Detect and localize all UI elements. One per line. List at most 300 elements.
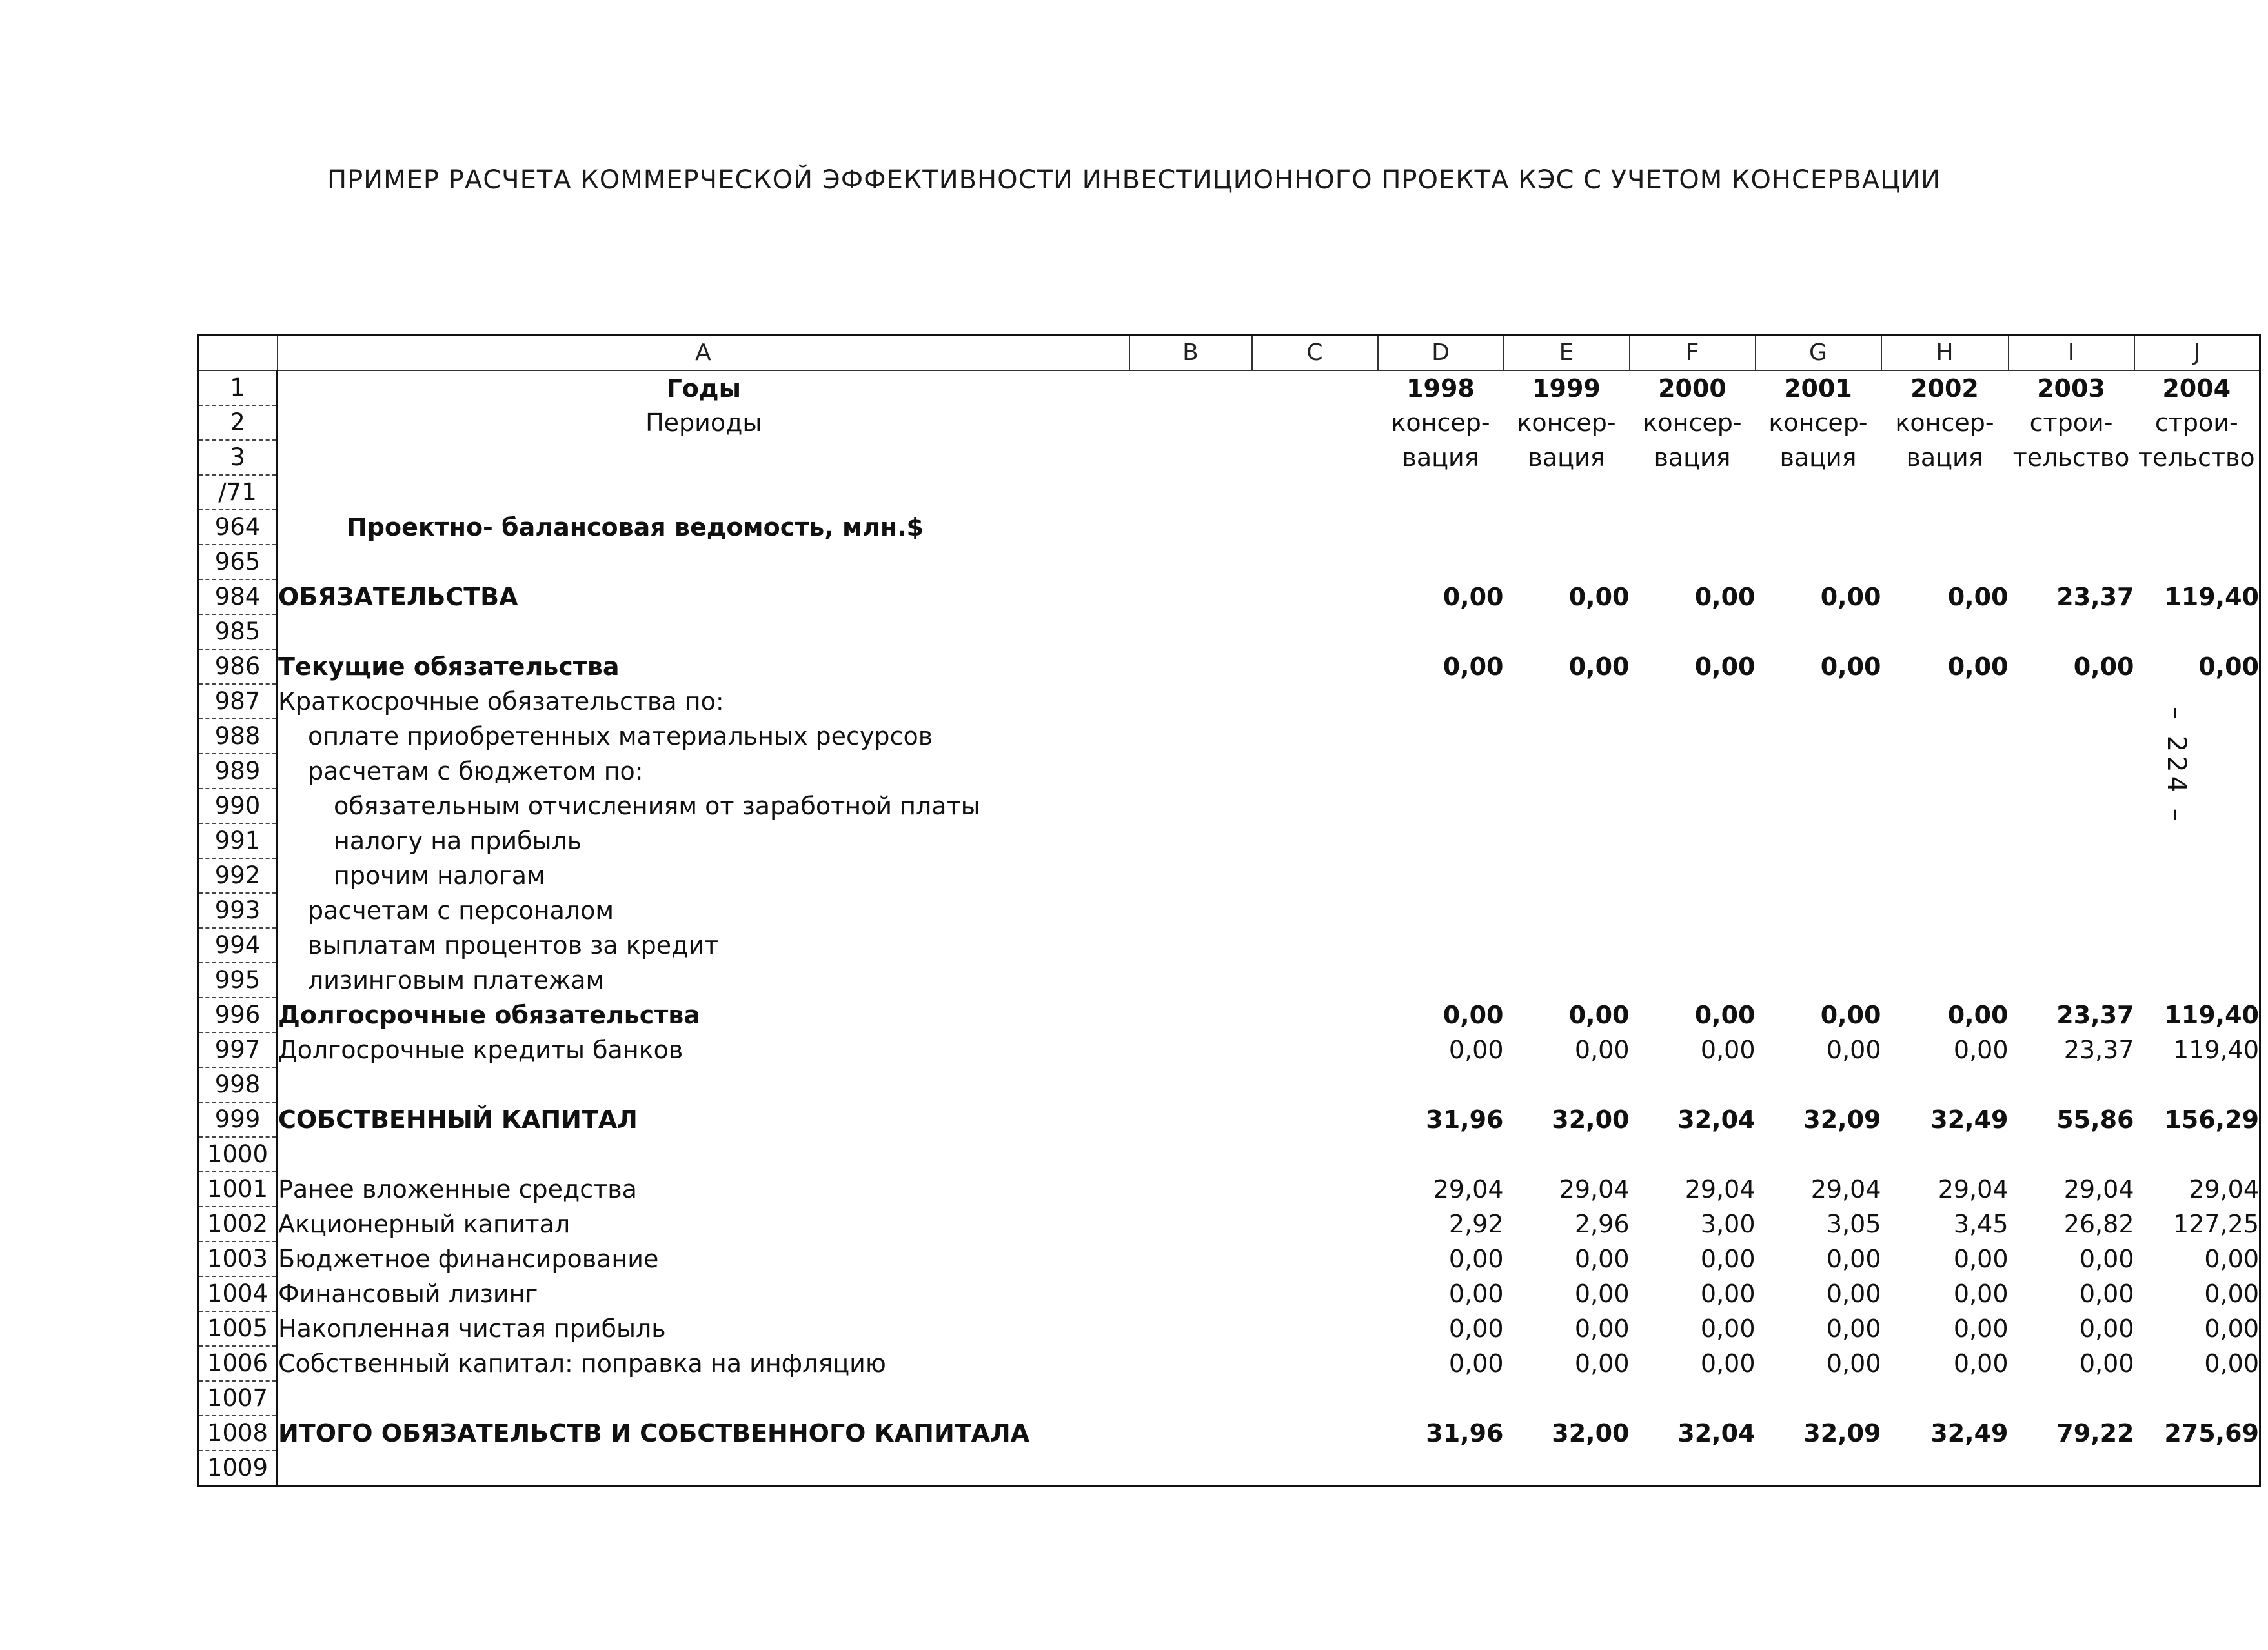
- table-cell[interactable]: [1252, 370, 1378, 405]
- value-cell[interactable]: 0,00: [2079, 1280, 2134, 1308]
- value-cell[interactable]: 119,40: [2164, 1001, 2259, 1029]
- row-number[interactable]: 3: [198, 440, 278, 475]
- value-cell[interactable]: [1881, 963, 2009, 998]
- value-cell[interactable]: [2134, 1067, 2260, 1102]
- value-cell[interactable]: 0,00: [1826, 1245, 1881, 1273]
- row-label[interactable]: [278, 1067, 1378, 1102]
- value-cell[interactable]: 32,04: [1677, 1105, 1756, 1134]
- value-cell[interactable]: [1504, 858, 1630, 893]
- value-cell[interactable]: 0,00: [1448, 1314, 1504, 1343]
- value-cell[interactable]: 23,37: [2056, 583, 2134, 611]
- value-cell[interactable]: [1756, 963, 1881, 998]
- value-cell[interactable]: 29,04: [1685, 1175, 1756, 1203]
- row-number[interactable]: 991: [198, 823, 278, 858]
- value-cell[interactable]: 23,37: [2056, 1001, 2134, 1029]
- value-cell[interactable]: 0,00: [1448, 1349, 1504, 1378]
- value-cell[interactable]: [2134, 823, 2260, 858]
- row-number[interactable]: 1009: [198, 1451, 278, 1486]
- value-cell[interactable]: 55,86: [2056, 1105, 2134, 1134]
- value-cell[interactable]: [1630, 963, 1756, 998]
- value-cell[interactable]: 156,29: [2164, 1105, 2259, 1134]
- table-cell[interactable]: [1378, 475, 1504, 510]
- value-cell[interactable]: 0,00: [1568, 1001, 1630, 1029]
- value-cell[interactable]: 0,00: [1574, 1314, 1630, 1343]
- row-number[interactable]: 964: [198, 510, 278, 545]
- value-cell[interactable]: 0,00: [2079, 1349, 2134, 1378]
- value-cell[interactable]: 0,00: [1574, 1280, 1630, 1308]
- year-header: 2003: [2037, 374, 2105, 403]
- value-cell[interactable]: 0,00: [1820, 652, 1881, 681]
- value-cell[interactable]: 275,69: [2164, 1419, 2259, 1447]
- row-number[interactable]: 1005: [198, 1311, 278, 1346]
- value-cell[interactable]: [2134, 754, 2260, 789]
- table-row: [198, 1451, 2260, 1486]
- value-cell[interactable]: [1881, 545, 2009, 579]
- column-header[interactable]: A: [278, 336, 1129, 371]
- value-cell[interactable]: [2134, 963, 2260, 998]
- value-cell[interactable]: [1630, 1137, 1756, 1172]
- row-label[interactable]: [278, 1381, 1378, 1416]
- value-cell[interactable]: [1378, 614, 1504, 649]
- row-label[interactable]: [278, 545, 1378, 579]
- row-number[interactable]: 1003: [198, 1242, 278, 1276]
- row-label[interactable]: Финансовый лизинг: [278, 1280, 538, 1308]
- value-cell[interactable]: [1881, 719, 2009, 754]
- value-cell[interactable]: [2134, 684, 2260, 719]
- column-header[interactable]: C: [1252, 336, 1378, 371]
- value-cell[interactable]: 0,00: [1947, 652, 2009, 681]
- value-cell[interactable]: [1630, 545, 1756, 579]
- value-cell[interactable]: [2009, 963, 2134, 998]
- value-cell[interactable]: 0,00: [1700, 1280, 1756, 1308]
- period-header: вация: [1528, 443, 1605, 472]
- value-cell[interactable]: 0,00: [1826, 1314, 1881, 1343]
- column-header[interactable]: D: [1378, 336, 1504, 371]
- value-cell[interactable]: [1881, 614, 2009, 649]
- value-cell[interactable]: 0,00: [1448, 1245, 1504, 1273]
- table-cell[interactable]: [1129, 475, 1252, 510]
- value-cell[interactable]: [1630, 823, 1756, 858]
- value-cell[interactable]: [1881, 1451, 2009, 1486]
- row-number[interactable]: 1004: [198, 1276, 278, 1311]
- value-cell[interactable]: [1504, 614, 1630, 649]
- value-cell[interactable]: [1756, 754, 1881, 789]
- row-number[interactable]: /71: [198, 475, 278, 510]
- table-cell[interactable]: [2134, 475, 2260, 510]
- value-cell[interactable]: [1881, 823, 2009, 858]
- value-cell[interactable]: 0,00: [1953, 1349, 2009, 1378]
- corner-cell[interactable]: [198, 336, 278, 371]
- row-label[interactable]: Текущие обязательства: [278, 652, 620, 681]
- value-cell[interactable]: [1504, 789, 1630, 823]
- value-cell[interactable]: [2134, 614, 2260, 649]
- value-cell[interactable]: 0,00: [1953, 1245, 2009, 1273]
- value-cell[interactable]: [1756, 858, 1881, 893]
- value-cell[interactable]: [1504, 1381, 1630, 1416]
- row-number[interactable]: 1006: [198, 1346, 278, 1381]
- value-cell[interactable]: [1378, 963, 1504, 998]
- value-cell[interactable]: 29,04: [1559, 1175, 1630, 1203]
- value-cell[interactable]: [1756, 1137, 1881, 1172]
- value-cell[interactable]: [1378, 893, 1504, 928]
- value-cell[interactable]: [1756, 1381, 1881, 1416]
- value-cell[interactable]: 0,00: [2204, 1314, 2259, 1343]
- value-cell[interactable]: [1504, 893, 1630, 928]
- row-number[interactable]: 987: [198, 684, 278, 719]
- value-cell[interactable]: 119,40: [2173, 1036, 2259, 1064]
- period-header: вация: [1906, 443, 1983, 472]
- value-cell[interactable]: [2134, 858, 2260, 893]
- column-header[interactable]: B: [1129, 336, 1252, 371]
- row-number[interactable]: 990: [198, 789, 278, 823]
- value-cell[interactable]: [1881, 789, 2009, 823]
- value-cell[interactable]: [2134, 893, 2260, 928]
- value-cell[interactable]: [1630, 719, 1756, 754]
- value-cell[interactable]: 2,96: [1574, 1210, 1630, 1238]
- table-row: [198, 719, 2260, 754]
- value-cell[interactable]: [2134, 545, 2260, 579]
- value-cell[interactable]: 31,96: [1426, 1419, 1504, 1447]
- period-header: вация: [1779, 443, 1857, 472]
- year-header: 1998: [1406, 374, 1475, 403]
- value-cell[interactable]: [1504, 1067, 1630, 1102]
- row-number[interactable]: 998: [198, 1067, 278, 1102]
- value-cell[interactable]: [2009, 1067, 2134, 1102]
- value-cell[interactable]: [1881, 754, 2009, 789]
- value-cell[interactable]: 0,00: [1826, 1280, 1881, 1308]
- value-cell[interactable]: [1504, 928, 1630, 963]
- value-cell[interactable]: [2009, 510, 2134, 545]
- value-cell[interactable]: [1630, 754, 1756, 789]
- row-label[interactable]: обязательным отчислениям от заработной платы: [334, 792, 980, 820]
- value-cell[interactable]: [1504, 963, 1630, 998]
- value-cell[interactable]: 29,04: [1433, 1175, 1504, 1203]
- row-number[interactable]: 995: [198, 963, 278, 998]
- value-cell[interactable]: 79,22: [2056, 1419, 2134, 1447]
- value-cell[interactable]: 119,40: [2164, 583, 2259, 611]
- value-cell[interactable]: 0,00: [2204, 1280, 2259, 1308]
- value-cell[interactable]: [1630, 1451, 1756, 1486]
- row-label[interactable]: лизинговым платежам: [308, 966, 605, 994]
- value-cell[interactable]: [1504, 510, 1630, 545]
- value-cell[interactable]: 0,00: [1700, 1349, 1756, 1378]
- value-cell[interactable]: 32,04: [1677, 1419, 1756, 1447]
- value-cell[interactable]: [2009, 684, 2134, 719]
- column-header[interactable]: F: [1630, 336, 1756, 371]
- value-cell[interactable]: [1881, 1067, 2009, 1102]
- row-label[interactable]: [278, 1137, 1378, 1172]
- value-cell[interactable]: [1756, 789, 1881, 823]
- value-cell[interactable]: [2009, 1381, 2134, 1416]
- value-cell[interactable]: [1378, 684, 1504, 719]
- value-cell[interactable]: 31,96: [1426, 1105, 1504, 1134]
- row-label[interactable]: расчетам с персоналом: [308, 896, 614, 925]
- table-cell[interactable]: [1129, 440, 1252, 475]
- value-cell[interactable]: 0,00: [2204, 1245, 2259, 1273]
- value-cell[interactable]: 29,04: [1938, 1175, 2009, 1203]
- value-cell[interactable]: [1881, 858, 2009, 893]
- value-cell[interactable]: [2009, 789, 2134, 823]
- value-cell[interactable]: 23,37: [2063, 1036, 2134, 1064]
- column-header[interactable]: G: [1756, 336, 1881, 371]
- value-cell[interactable]: [2009, 823, 2134, 858]
- row-number[interactable]: 1001: [198, 1172, 278, 1207]
- value-cell[interactable]: 127,25: [2173, 1210, 2259, 1238]
- value-cell[interactable]: [1504, 684, 1630, 719]
- value-cell[interactable]: [1378, 719, 1504, 754]
- row-label[interactable]: Долгосрочные кредиты банков: [278, 1036, 683, 1064]
- value-cell[interactable]: [1756, 823, 1881, 858]
- value-cell[interactable]: 0,00: [1574, 1245, 1630, 1273]
- row-label[interactable]: выплатам процентов за кредит: [308, 931, 719, 960]
- row-number[interactable]: 994: [198, 928, 278, 963]
- table-cell[interactable]: [278, 440, 1129, 475]
- value-cell[interactable]: 0,00: [1820, 1001, 1881, 1029]
- value-cell[interactable]: [2009, 928, 2134, 963]
- column-header[interactable]: H: [1881, 336, 2009, 371]
- table-row: [198, 370, 2260, 405]
- value-cell[interactable]: [1756, 893, 1881, 928]
- value-cell[interactable]: [1630, 684, 1756, 719]
- row-label[interactable]: Собственный капитал: поправка на инфляцию: [278, 1349, 886, 1378]
- value-cell[interactable]: 0,00: [1953, 1280, 2009, 1308]
- row-number[interactable]: 999: [198, 1102, 278, 1137]
- value-cell[interactable]: [1756, 719, 1881, 754]
- value-cell[interactable]: [2134, 1137, 2260, 1172]
- row-number[interactable]: 988: [198, 719, 278, 754]
- table-cell[interactable]: [278, 475, 1129, 510]
- value-cell[interactable]: [1378, 1451, 1504, 1486]
- value-cell[interactable]: 0,00: [2204, 1349, 2259, 1378]
- value-cell[interactable]: [1504, 1451, 1630, 1486]
- value-cell[interactable]: 0,00: [1568, 652, 1630, 681]
- value-cell[interactable]: 0,00: [1700, 1245, 1756, 1273]
- value-cell[interactable]: [1378, 858, 1504, 893]
- row-label[interactable]: Краткосрочные обязательства по:: [278, 687, 724, 716]
- value-cell[interactable]: 0,00: [2073, 652, 2134, 681]
- value-cell[interactable]: 32,00: [1552, 1419, 1630, 1447]
- value-cell[interactable]: 0,00: [2198, 652, 2259, 681]
- value-cell[interactable]: 32,49: [1930, 1105, 2009, 1134]
- value-cell[interactable]: 0,00: [1443, 583, 1504, 611]
- value-cell[interactable]: [1630, 928, 1756, 963]
- row-label[interactable]: ОБЯЗАТЕЛЬСТВА: [278, 583, 518, 611]
- value-cell[interactable]: [1881, 684, 2009, 719]
- table-row: [198, 1381, 2260, 1416]
- period-header: вация: [1402, 443, 1479, 472]
- row-label[interactable]: Проектно- балансовая ведомость, млн.$: [347, 513, 924, 541]
- value-cell[interactable]: [2009, 614, 2134, 649]
- period-header: консер-: [1768, 408, 1868, 437]
- table-cell[interactable]: [1252, 405, 1378, 440]
- value-cell[interactable]: 0,00: [1826, 1349, 1881, 1378]
- value-cell[interactable]: [1881, 1137, 2009, 1172]
- column-header[interactable]: I: [2009, 336, 2134, 371]
- column-header[interactable]: E: [1504, 336, 1630, 371]
- table-cell[interactable]: [1252, 475, 1378, 510]
- table-cell[interactable]: [2009, 475, 2134, 510]
- value-cell[interactable]: 29,04: [1810, 1175, 1881, 1203]
- row-number[interactable]: 996: [198, 998, 278, 1032]
- value-cell[interactable]: [2009, 1137, 2134, 1172]
- table-row: [198, 1102, 2260, 1137]
- row-number[interactable]: 1: [198, 370, 278, 405]
- value-cell[interactable]: 29,04: [2189, 1175, 2259, 1203]
- value-cell[interactable]: 0,00: [1953, 1314, 2009, 1343]
- row-label[interactable]: Акционерный капитал: [278, 1210, 571, 1238]
- value-cell[interactable]: 0,00: [1443, 1001, 1504, 1029]
- value-cell[interactable]: [1504, 545, 1630, 579]
- value-cell[interactable]: [1630, 893, 1756, 928]
- table-cell[interactable]: [1252, 440, 1378, 475]
- column-header-row: [198, 336, 2260, 371]
- value-cell[interactable]: 3,05: [1826, 1210, 1881, 1238]
- column-header[interactable]: J: [2134, 336, 2260, 371]
- row-number[interactable]: 997: [198, 1032, 278, 1067]
- value-cell[interactable]: [1881, 928, 2009, 963]
- value-cell[interactable]: [1504, 1137, 1630, 1172]
- row-label[interactable]: Долгосрочные обязательства: [278, 1001, 700, 1029]
- value-cell[interactable]: [1756, 684, 1881, 719]
- value-cell[interactable]: [1881, 510, 2009, 545]
- value-cell[interactable]: 0,00: [1820, 583, 1881, 611]
- period-header: строи-: [2029, 408, 2113, 437]
- value-cell[interactable]: [1881, 1381, 2009, 1416]
- value-cell[interactable]: [2134, 1451, 2260, 1486]
- row-number[interactable]: 984: [198, 579, 278, 614]
- row-number[interactable]: 985: [198, 614, 278, 649]
- table-cell[interactable]: [1129, 370, 1252, 405]
- value-cell[interactable]: [1630, 510, 1756, 545]
- row-label[interactable]: СОБСТВЕННЫЙ КАПИТАЛ: [278, 1105, 638, 1134]
- value-cell[interactable]: [1756, 1067, 1881, 1102]
- value-cell[interactable]: [2009, 719, 2134, 754]
- value-cell[interactable]: 0,00: [1694, 1001, 1756, 1029]
- value-cell[interactable]: [1630, 858, 1756, 893]
- row-label[interactable]: Ранее вложенные средства: [278, 1175, 637, 1203]
- value-cell[interactable]: [1756, 614, 1881, 649]
- value-cell[interactable]: [1378, 510, 1504, 545]
- value-cell[interactable]: [1756, 1451, 1881, 1486]
- value-cell[interactable]: 0,00: [1443, 652, 1504, 681]
- value-cell[interactable]: 0,00: [1947, 583, 2009, 611]
- value-cell[interactable]: [1378, 789, 1504, 823]
- value-cell[interactable]: [2009, 545, 2134, 579]
- value-cell[interactable]: [1756, 545, 1881, 579]
- row-number[interactable]: 1002: [198, 1207, 278, 1242]
- value-cell[interactable]: 32,09: [1803, 1105, 1881, 1134]
- row-number[interactable]: 989: [198, 754, 278, 789]
- value-cell[interactable]: [1378, 1137, 1504, 1172]
- row-number[interactable]: 965: [198, 545, 278, 579]
- row-number[interactable]: 1007: [198, 1381, 278, 1416]
- value-cell[interactable]: 0,00: [2079, 1314, 2134, 1343]
- value-cell[interactable]: [2009, 754, 2134, 789]
- value-cell[interactable]: 0,00: [1947, 1001, 2009, 1029]
- value-cell[interactable]: 2,92: [1448, 1210, 1504, 1238]
- value-cell[interactable]: [2009, 858, 2134, 893]
- value-cell[interactable]: 0,00: [1826, 1036, 1881, 1064]
- value-cell[interactable]: 0,00: [1694, 583, 1756, 611]
- value-cell[interactable]: [1504, 719, 1630, 754]
- value-cell[interactable]: [1378, 928, 1504, 963]
- row-number[interactable]: 992: [198, 858, 278, 893]
- value-cell[interactable]: 32,09: [1803, 1419, 1881, 1447]
- row-number[interactable]: 993: [198, 893, 278, 928]
- value-cell[interactable]: 29,04: [2063, 1175, 2134, 1203]
- value-cell[interactable]: 0,00: [1700, 1036, 1756, 1064]
- value-cell[interactable]: [1756, 928, 1881, 963]
- value-cell[interactable]: 0,00: [1700, 1314, 1756, 1343]
- value-cell[interactable]: [2134, 1381, 2260, 1416]
- value-cell[interactable]: [1378, 754, 1504, 789]
- table-row: [198, 1032, 2260, 1067]
- row-label[interactable]: расчетам с бюджетом по:: [308, 757, 643, 785]
- row-number[interactable]: 986: [198, 649, 278, 684]
- row-number[interactable]: 2: [198, 405, 278, 440]
- row-number[interactable]: 1000: [198, 1137, 278, 1172]
- value-cell[interactable]: [2134, 510, 2260, 545]
- value-cell[interactable]: [1630, 789, 1756, 823]
- value-cell[interactable]: 26,82: [2063, 1210, 2134, 1238]
- row-label[interactable]: налогу на прибыль: [334, 827, 582, 855]
- value-cell[interactable]: [1630, 1067, 1756, 1102]
- table-cell[interactable]: [1881, 475, 2009, 510]
- value-cell[interactable]: 0,00: [1574, 1349, 1630, 1378]
- row-label[interactable]: ИТОГО ОБЯЗАТЕЛЬСТВ И СОБСТВЕННОГО КАПИТАЛА: [278, 1419, 1030, 1447]
- value-cell[interactable]: 0,00: [1568, 583, 1630, 611]
- value-cell[interactable]: [1630, 1381, 1756, 1416]
- value-cell[interactable]: 3,45: [1953, 1210, 2009, 1238]
- value-cell[interactable]: [2134, 928, 2260, 963]
- value-cell[interactable]: 32,00: [1552, 1105, 1630, 1134]
- value-cell[interactable]: [2009, 1451, 2134, 1486]
- value-cell[interactable]: [1881, 893, 2009, 928]
- table-cell[interactable]: [1504, 475, 1630, 510]
- table-cell[interactable]: [1129, 405, 1252, 440]
- row-label[interactable]: Бюджетное финансирование: [278, 1245, 659, 1273]
- table-row: [198, 1067, 2260, 1102]
- table-cell[interactable]: [1630, 475, 1756, 510]
- value-cell[interactable]: [1378, 1067, 1504, 1102]
- value-cell[interactable]: [1378, 1381, 1504, 1416]
- table-cell[interactable]: [1756, 475, 1881, 510]
- row-label[interactable]: [278, 1451, 1378, 1486]
- value-cell[interactable]: 3,00: [1700, 1210, 1756, 1238]
- value-cell[interactable]: 0,00: [1953, 1036, 2009, 1064]
- row-label[interactable]: Накопленная чистая прибыль: [278, 1314, 666, 1343]
- row-label[interactable]: оплате приобретенных материальных ресурсов: [308, 722, 933, 750]
- row-number[interactable]: 1008: [198, 1416, 278, 1451]
- row-label[interactable]: прочим налогам: [334, 861, 545, 890]
- value-cell[interactable]: 0,00: [2079, 1245, 2134, 1273]
- value-cell[interactable]: 0,00: [1694, 652, 1756, 681]
- value-cell[interactable]: [1756, 510, 1881, 545]
- value-cell[interactable]: 0,00: [1448, 1036, 1504, 1064]
- row-label[interactable]: [278, 614, 1378, 649]
- value-cell[interactable]: [2134, 719, 2260, 754]
- value-cell[interactable]: 0,00: [1448, 1280, 1504, 1308]
- value-cell[interactable]: [1504, 754, 1630, 789]
- value-cell[interactable]: [2134, 789, 2260, 823]
- value-cell[interactable]: 32,49: [1930, 1419, 2009, 1447]
- value-cell[interactable]: [1378, 823, 1504, 858]
- value-cell[interactable]: [1630, 614, 1756, 649]
- value-cell[interactable]: [2009, 893, 2134, 928]
- value-cell[interactable]: [1504, 823, 1630, 858]
- value-cell[interactable]: [1378, 545, 1504, 579]
- value-cell[interactable]: 0,00: [1574, 1036, 1630, 1064]
